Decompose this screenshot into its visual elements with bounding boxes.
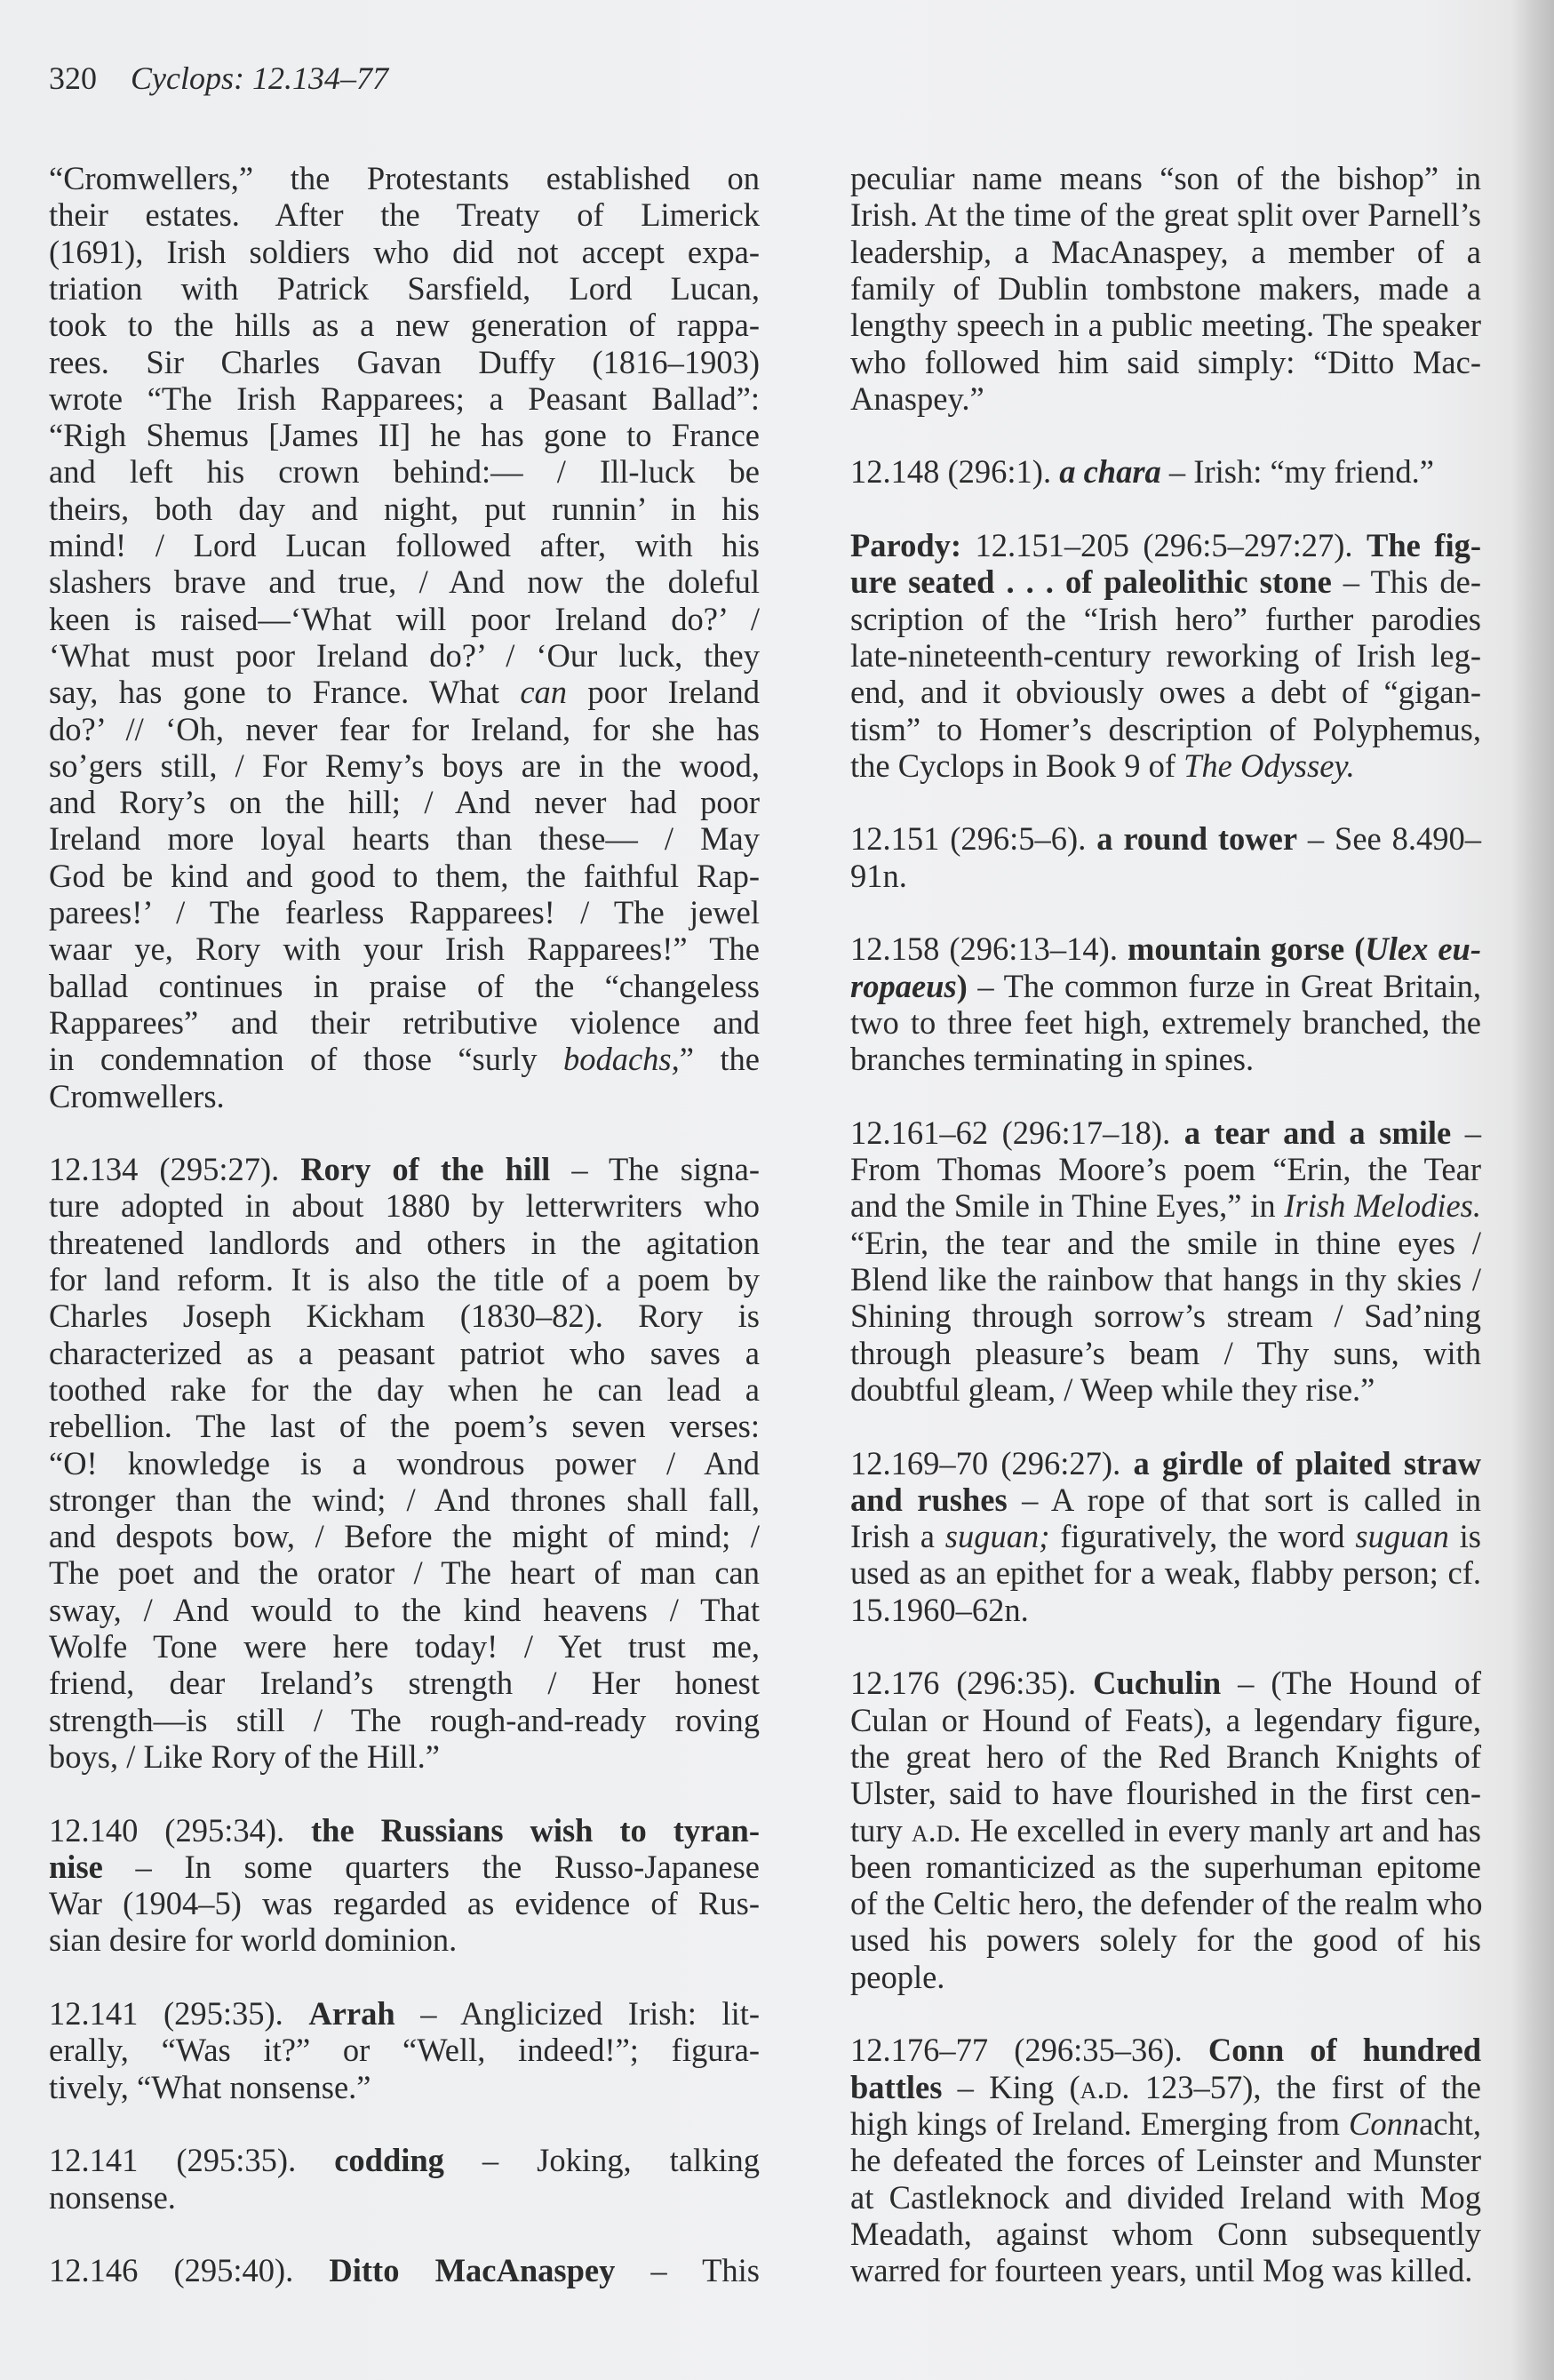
text-line bbox=[49, 160, 760, 197]
text-line bbox=[850, 1482, 1481, 1519]
text-segment: toothed rake for the day when he can lead a bbox=[49, 1370, 760, 1408]
text-segment: tury bbox=[850, 1811, 912, 1849]
text-segment: He excelled in every manly art and has bbox=[960, 1811, 1481, 1849]
text-line bbox=[850, 1041, 1481, 1078]
text-segment: for land reform. It is also the title of a poem by bbox=[49, 1261, 760, 1298]
text-line bbox=[850, 160, 1481, 197]
text-segment: ‘What must poor Ireland do?’ / ‘Our luck, they bbox=[49, 636, 760, 674]
text-segment: Meadath, against whom Conn subsequently bbox=[850, 2215, 1481, 2252]
entry-lemma: and rushes bbox=[850, 1481, 1008, 1518]
text-segment: 12.151–205 (296:5–297:27). bbox=[961, 527, 1367, 563]
text-segment: family of Dublin tombstone makers, made a bbox=[850, 269, 1481, 307]
text-segment: Charles Joseph Kickham (1830–82). Rory is bbox=[49, 1298, 760, 1335]
entry-lemma: the Russians wish to tyran- bbox=[311, 1811, 761, 1849]
text-segment: rebellion. The last of the poem’s seven verses: bbox=[49, 1408, 760, 1445]
text-segment: warred for fourteen years, until Mog was killed. bbox=[850, 2252, 1473, 2289]
text-segment: two to three feet high, extremely branched, the bbox=[850, 1003, 1481, 1041]
entry-lemma: Arrah bbox=[308, 1995, 395, 2032]
text-segment: Anaspey.” bbox=[850, 379, 984, 417]
text-segment: erally, “Was it?” or “Well, indeed!”; figura- bbox=[49, 2032, 760, 2069]
text-segment: – The common furze in Great Britain, bbox=[967, 967, 1481, 1004]
text-line bbox=[850, 2252, 1481, 2289]
text-line bbox=[850, 2216, 1481, 2253]
text-segment: 12.176–77 (296:35–36). bbox=[850, 2032, 1208, 2069]
text-segment: he defeated the forces of Leinster and Munster bbox=[850, 2142, 1481, 2179]
text-segment: tism” to Homer’s description of Polyphemus, bbox=[850, 710, 1481, 747]
text-segment: Irish Melodies. bbox=[1284, 1187, 1481, 1225]
text-line bbox=[49, 563, 760, 601]
text-line bbox=[850, 270, 1481, 307]
page-number: 320 bbox=[49, 60, 97, 96]
text-line bbox=[49, 2179, 760, 2216]
text-line bbox=[49, 858, 760, 895]
text-line bbox=[850, 1225, 1481, 1262]
entry-lemma: a tear and a smile bbox=[1183, 1114, 1452, 1151]
text-line bbox=[49, 1482, 760, 1519]
text-line bbox=[850, 2032, 1481, 2069]
text-line bbox=[850, 930, 1481, 968]
text-line bbox=[850, 2142, 1481, 2179]
text-line bbox=[49, 1151, 760, 1188]
text-segment: 12.176 (296:35). bbox=[850, 1665, 1094, 1702]
text-line bbox=[49, 453, 760, 491]
text-segment: do?’ // ‘Oh, never fear for Ireland, for she has bbox=[49, 710, 760, 747]
text-line bbox=[850, 1004, 1481, 1042]
text-segment: been romanticized as the superhuman epitome bbox=[850, 1848, 1481, 1885]
text-line bbox=[49, 2069, 760, 2106]
text-segment: “O! knowledge is a wondrous power / And bbox=[49, 1444, 760, 1482]
text-segment: 15.1960–62n. bbox=[850, 1591, 1029, 1628]
text-line bbox=[850, 344, 1481, 381]
text-segment: 12.151 (296:5–6). bbox=[850, 820, 1097, 858]
text-segment: at Castleknock and divided Ireland with Mog bbox=[850, 2178, 1481, 2216]
text-line bbox=[49, 637, 760, 675]
text-segment: the great hero of the Red Branch Knights of bbox=[850, 1737, 1481, 1775]
entry-lemma: Cuchulin bbox=[1093, 1665, 1222, 1702]
text-line bbox=[850, 1445, 1481, 1482]
text-line bbox=[49, 1298, 760, 1335]
text-segment: – Irish: “my friend.” bbox=[1160, 453, 1434, 491]
text-line bbox=[850, 1335, 1481, 1372]
text-segment: of the Celtic hero, the defender of the realm who bbox=[850, 1885, 1483, 1922]
text-line bbox=[850, 2069, 1481, 2106]
text-line bbox=[850, 1849, 1481, 1886]
text-segment: triation with Patrick Sarsfield, Lord Lucan, bbox=[49, 269, 760, 307]
text-segment: took to the hills as a new generation of rappa- bbox=[49, 307, 760, 344]
entry-lemma: ) bbox=[956, 967, 968, 1004]
running-title: Cyclops: 12.134–77 bbox=[131, 60, 388, 96]
text-segment: Wolfe Tone were here today! / Yet trust me, bbox=[49, 1628, 760, 1665]
text-segment: wrote “The Irish Rapparees; a Peasant Ballad”: bbox=[49, 379, 760, 417]
text-line bbox=[850, 2105, 1481, 2143]
text-line bbox=[850, 563, 1481, 601]
text-segment: Conn bbox=[1348, 2104, 1420, 2142]
text-line bbox=[49, 1738, 760, 1776]
text-line bbox=[49, 1408, 760, 1445]
text-line bbox=[850, 1665, 1481, 1702]
text-line bbox=[850, 674, 1481, 711]
text-line bbox=[850, 2179, 1481, 2216]
text-line bbox=[49, 968, 760, 1005]
entry-lemma: ropaeus bbox=[850, 967, 957, 1004]
text-segment: tively, “What nonsense.” bbox=[49, 2068, 371, 2105]
text-line bbox=[49, 2032, 760, 2069]
text-line bbox=[850, 1298, 1481, 1335]
text-line bbox=[850, 1702, 1481, 1739]
text-line bbox=[49, 784, 760, 821]
text-line bbox=[850, 1187, 1481, 1225]
text-line bbox=[49, 601, 760, 638]
text-segment: 123–57), the first of the bbox=[1129, 2068, 1481, 2105]
text-line bbox=[49, 196, 760, 234]
text-segment: a.d. bbox=[1080, 2068, 1130, 2105]
text-segment: 12.140 (295:34). bbox=[49, 1811, 312, 1849]
entry-lemma: Rory of the hill bbox=[300, 1151, 551, 1188]
text-line bbox=[49, 674, 760, 711]
text-segment: theirs, both day and night, put runnin’ in his bbox=[49, 490, 760, 527]
text-segment: Blend like the rainbow that hangs in thy skies / bbox=[850, 1261, 1481, 1298]
text-segment: high kings of Ireland. Emerging from bbox=[850, 2104, 1349, 2142]
text-segment: ture adopted in about 1880 by letterwriters who bbox=[49, 1187, 760, 1225]
text-segment: Irish a bbox=[850, 1518, 945, 1555]
text-segment: Cromwellers. bbox=[49, 1077, 225, 1114]
text-line bbox=[850, 1885, 1481, 1922]
text-segment: in condemnation of those “surly bbox=[49, 1041, 563, 1078]
entry-lemma: a round tower bbox=[1096, 820, 1298, 858]
text-line bbox=[49, 344, 760, 381]
text-line bbox=[49, 380, 760, 418]
text-line bbox=[49, 417, 760, 454]
text-line bbox=[49, 1554, 760, 1592]
text-segment: sian desire for world dominion. bbox=[49, 1921, 458, 1959]
text-segment: – (The Hound of bbox=[1221, 1665, 1482, 1702]
text-segment: end, and it obviously owes a debt of “gigan- bbox=[850, 674, 1481, 711]
text-segment: suguan; bbox=[944, 1518, 1050, 1555]
text-segment: Culan or Hound of Feats), a legendary figure, bbox=[850, 1701, 1481, 1738]
text-line bbox=[850, 747, 1481, 785]
text-segment: (1691), Irish soldiers who did not accept expa- bbox=[49, 233, 760, 270]
text-segment: The poet and the orator / The heart of man can bbox=[49, 1554, 760, 1592]
text-line bbox=[49, 270, 760, 307]
text-segment: acht, bbox=[1419, 2104, 1481, 2142]
text-line bbox=[49, 1812, 760, 1849]
text-segment: their estates. After the Treaty of Limerick bbox=[49, 196, 760, 234]
text-line bbox=[850, 453, 1481, 491]
text-segment: peculiar name means “son of the bishop” in bbox=[850, 160, 1481, 196]
text-line bbox=[850, 601, 1481, 638]
text-line bbox=[49, 711, 760, 748]
text-segment: the Cyclops in Book 9 of bbox=[850, 747, 1184, 784]
text-segment: keen is raised—‘What will poor Ireland do?’ / bbox=[49, 600, 760, 637]
text-line bbox=[850, 1151, 1481, 1188]
text-segment: – Joking, talking bbox=[443, 2142, 761, 2179]
text-segment: poor Ireland bbox=[567, 674, 760, 711]
text-segment: who followed him said simply: “Ditto Mac- bbox=[850, 343, 1481, 380]
text-segment: nonsense. bbox=[49, 2178, 176, 2216]
text-line bbox=[49, 1849, 760, 1886]
entry-lemma: Parody: bbox=[850, 527, 962, 563]
text-line bbox=[49, 234, 760, 271]
text-line bbox=[49, 930, 760, 968]
text-line bbox=[850, 1554, 1481, 1592]
text-segment: and despots bow, / Before the might of mind; / bbox=[49, 1518, 760, 1555]
text-line bbox=[850, 1921, 1481, 1959]
text-line bbox=[49, 1225, 760, 1262]
text-segment: 12.146 (295:40). bbox=[49, 2252, 330, 2289]
text-segment: 12.169–70 (296:27). bbox=[850, 1444, 1134, 1482]
text-segment: scription of the “Irish hero” further parodies bbox=[850, 600, 1481, 637]
text-line bbox=[49, 894, 760, 931]
text-segment: Irish. At the time of the great split over Parnell’s bbox=[850, 196, 1481, 234]
text-line bbox=[49, 1078, 760, 1115]
text-segment: parees!’ / The fearless Rapparees! / The jewel bbox=[49, 894, 760, 930]
text-line bbox=[49, 1445, 760, 1482]
text-line bbox=[850, 307, 1481, 344]
text-line bbox=[49, 1702, 760, 1739]
text-line bbox=[49, 1592, 760, 1629]
text-segment: 12.141 (295:35). bbox=[49, 2142, 335, 2179]
text-line bbox=[49, 1885, 760, 1922]
entry-lemma: nise bbox=[49, 1848, 103, 1885]
text-segment: Shining through sorrow’s stream / Sad’ning bbox=[850, 1298, 1481, 1335]
text-line bbox=[850, 1812, 1481, 1849]
entry-lemma: a girdle of plaited straw bbox=[1133, 1444, 1481, 1482]
text-line bbox=[850, 1371, 1481, 1409]
text-segment: lengthy speech in a public meeting. The speaker bbox=[850, 307, 1481, 344]
text-segment: slashers brave and true, / And now the doleful bbox=[49, 563, 760, 601]
text-segment: Rapparees” and their retributive violence and bbox=[49, 1003, 760, 1041]
text-line bbox=[49, 491, 760, 528]
text-segment: and left his crown behind:— / Ill-luck be bbox=[49, 453, 760, 491]
text-segment: – bbox=[1451, 1114, 1481, 1151]
text-line bbox=[850, 1738, 1481, 1776]
text-line bbox=[850, 1959, 1481, 1996]
text-segment: figuratively, the word bbox=[1049, 1518, 1356, 1555]
text-segment: ” the bbox=[679, 1041, 760, 1078]
text-line bbox=[49, 1371, 760, 1409]
text-line bbox=[850, 1518, 1481, 1555]
text-segment: strength—is still / The rough-and-ready roving bbox=[49, 1701, 760, 1738]
text-segment: say, has gone to France. What bbox=[49, 674, 521, 711]
text-line bbox=[49, 527, 760, 564]
text-line bbox=[49, 1665, 760, 1702]
text-line bbox=[49, 747, 760, 785]
text-segment: used his powers solely for the good of his bbox=[850, 1921, 1481, 1959]
entry-lemma: a chara bbox=[1059, 453, 1161, 491]
text-line bbox=[850, 234, 1481, 271]
entry-lemma: codding bbox=[334, 2142, 444, 2179]
text-line bbox=[850, 196, 1481, 234]
text-segment: From Thomas Moore’s poem “Erin, the Tear bbox=[850, 1151, 1481, 1188]
text-segment: War (1904–5) was regarded as evidence of Rus- bbox=[49, 1885, 760, 1922]
entry-lemma: mountain gorse ( bbox=[1127, 930, 1366, 968]
entry-lemma: Conn of hundred bbox=[1207, 2032, 1481, 2069]
text-segment: The Odyssey. bbox=[1183, 747, 1355, 784]
text-segment: through pleasure’s beam / Thy suns, with bbox=[850, 1334, 1481, 1371]
text-line bbox=[49, 2142, 760, 2179]
text-line bbox=[850, 968, 1481, 1005]
text-segment: “Erin, the tear and the smile in thine eyes / bbox=[850, 1224, 1481, 1261]
running-head bbox=[49, 59, 388, 98]
text-line bbox=[850, 858, 1481, 895]
text-line bbox=[49, 1335, 760, 1372]
text-segment: characterized as a peasant patriot who saves a bbox=[49, 1334, 760, 1371]
text-line bbox=[49, 1004, 760, 1042]
text-line bbox=[49, 1518, 760, 1555]
text-segment: 91n. bbox=[850, 857, 907, 894]
text-line bbox=[49, 307, 760, 344]
text-segment: – See 8.490– bbox=[1297, 820, 1482, 858]
text-line bbox=[49, 1995, 760, 2033]
text-segment: – Anglicized Irish: lit- bbox=[394, 1995, 761, 2032]
text-segment: “Cromwellers,” the Protestants established on bbox=[49, 160, 760, 196]
text-segment: is bbox=[1448, 1518, 1482, 1555]
text-segment: can bbox=[520, 674, 568, 711]
text-segment: 12.141 (295:35). bbox=[49, 1995, 309, 2032]
text-line bbox=[850, 1261, 1481, 1298]
text-line bbox=[850, 1592, 1481, 1629]
text-segment: and Rory’s on the hill; / And never had poor bbox=[49, 784, 760, 821]
text-segment: so’gers still, / For Remy’s boys are in the wood, bbox=[49, 747, 760, 784]
text-segment: God be kind and good to them, the faithful Rap- bbox=[49, 857, 760, 894]
text-segment: a.d. bbox=[911, 1811, 961, 1849]
text-segment: 12.161–62 (296:17–18). bbox=[850, 1114, 1184, 1151]
text-segment: rees. Sir Charles Gavan Duffy (1816–1903) bbox=[49, 343, 760, 380]
text-segment: bodachs, bbox=[562, 1041, 680, 1078]
text-segment: ballad continues in praise of the “changeless bbox=[49, 967, 760, 1004]
text-line bbox=[850, 1114, 1481, 1152]
text-segment: – This bbox=[615, 2252, 761, 2289]
entry-lemma: battles bbox=[850, 2068, 943, 2105]
text-segment: used as an epithet for a weak, flabby person; cf. bbox=[850, 1554, 1481, 1592]
text-segment: – In some quarters the Russo-Japanese bbox=[102, 1848, 760, 1885]
text-line bbox=[49, 1187, 760, 1225]
text-line bbox=[850, 527, 1481, 564]
text-line bbox=[850, 820, 1481, 858]
text-segment: – King ( bbox=[942, 2068, 1080, 2105]
text-line bbox=[49, 1628, 760, 1665]
entry-lemma: ure seated . . . of paleolithic stone bbox=[850, 563, 1332, 601]
text-line bbox=[49, 1921, 760, 1959]
text-segment: late-nineteenth-century reworking of Irish leg- bbox=[850, 636, 1481, 674]
text-segment: 12.134 (295:27). bbox=[49, 1151, 301, 1188]
text-segment: mind! / Lord Lucan followed after, with his bbox=[49, 527, 760, 563]
text-line bbox=[49, 1261, 760, 1298]
text-segment: waar ye, Rory with your Irish Rapparees!” The bbox=[49, 930, 760, 968]
text-segment: people. bbox=[850, 1958, 945, 1995]
text-segment: “Righ Shemus [James II] he has gone to France bbox=[49, 417, 760, 454]
text-segment: – A rope of that sort is called in bbox=[1007, 1481, 1481, 1518]
entry-lemma: The fig- bbox=[1367, 527, 1481, 563]
text-segment: sway, / And would to the kind heavens / That bbox=[49, 1591, 760, 1628]
text-segment: – The signa- bbox=[550, 1151, 761, 1188]
entry-lemma: Ulex eu- bbox=[1365, 930, 1481, 968]
text-segment: Ireland more loyal hearts than these— / May bbox=[49, 820, 760, 858]
text-segment: – This de- bbox=[1331, 563, 1481, 601]
text-segment: threatened landlords and others in the agitation bbox=[49, 1224, 760, 1261]
text-segment: 12.148 (296:1). bbox=[850, 453, 1060, 491]
text-segment: branches terminating in spines. bbox=[850, 1041, 1255, 1078]
text-line bbox=[49, 820, 760, 858]
text-line bbox=[850, 1775, 1481, 1812]
text-line bbox=[49, 1041, 760, 1078]
entry-lemma: Ditto MacAnaspey bbox=[329, 2252, 616, 2289]
text-segment: boys, / Like Rory of the Hill.” bbox=[49, 1737, 440, 1775]
text-segment: friend, dear Ireland’s strength / Her honest bbox=[49, 1665, 760, 1702]
text-line bbox=[850, 637, 1481, 675]
text-line bbox=[850, 380, 1481, 418]
text-segment: leadership, a MacAnaspey, a member of a bbox=[850, 233, 1481, 270]
text-segment: Ulster, said to have flourished in the first cen- bbox=[850, 1775, 1481, 1812]
text-line bbox=[49, 2252, 760, 2289]
text-line bbox=[850, 711, 1481, 748]
text-segment: doubtful gleam, / Weep while they rise.” bbox=[850, 1370, 1375, 1408]
text-segment: suguan bbox=[1355, 1518, 1449, 1555]
text-segment: stronger than the wind; / And thrones shall fall, bbox=[49, 1481, 760, 1518]
text-segment: 12.158 (296:13–14). bbox=[850, 930, 1128, 968]
text-segment: and the Smile in Thine Eyes,” in bbox=[850, 1187, 1285, 1225]
